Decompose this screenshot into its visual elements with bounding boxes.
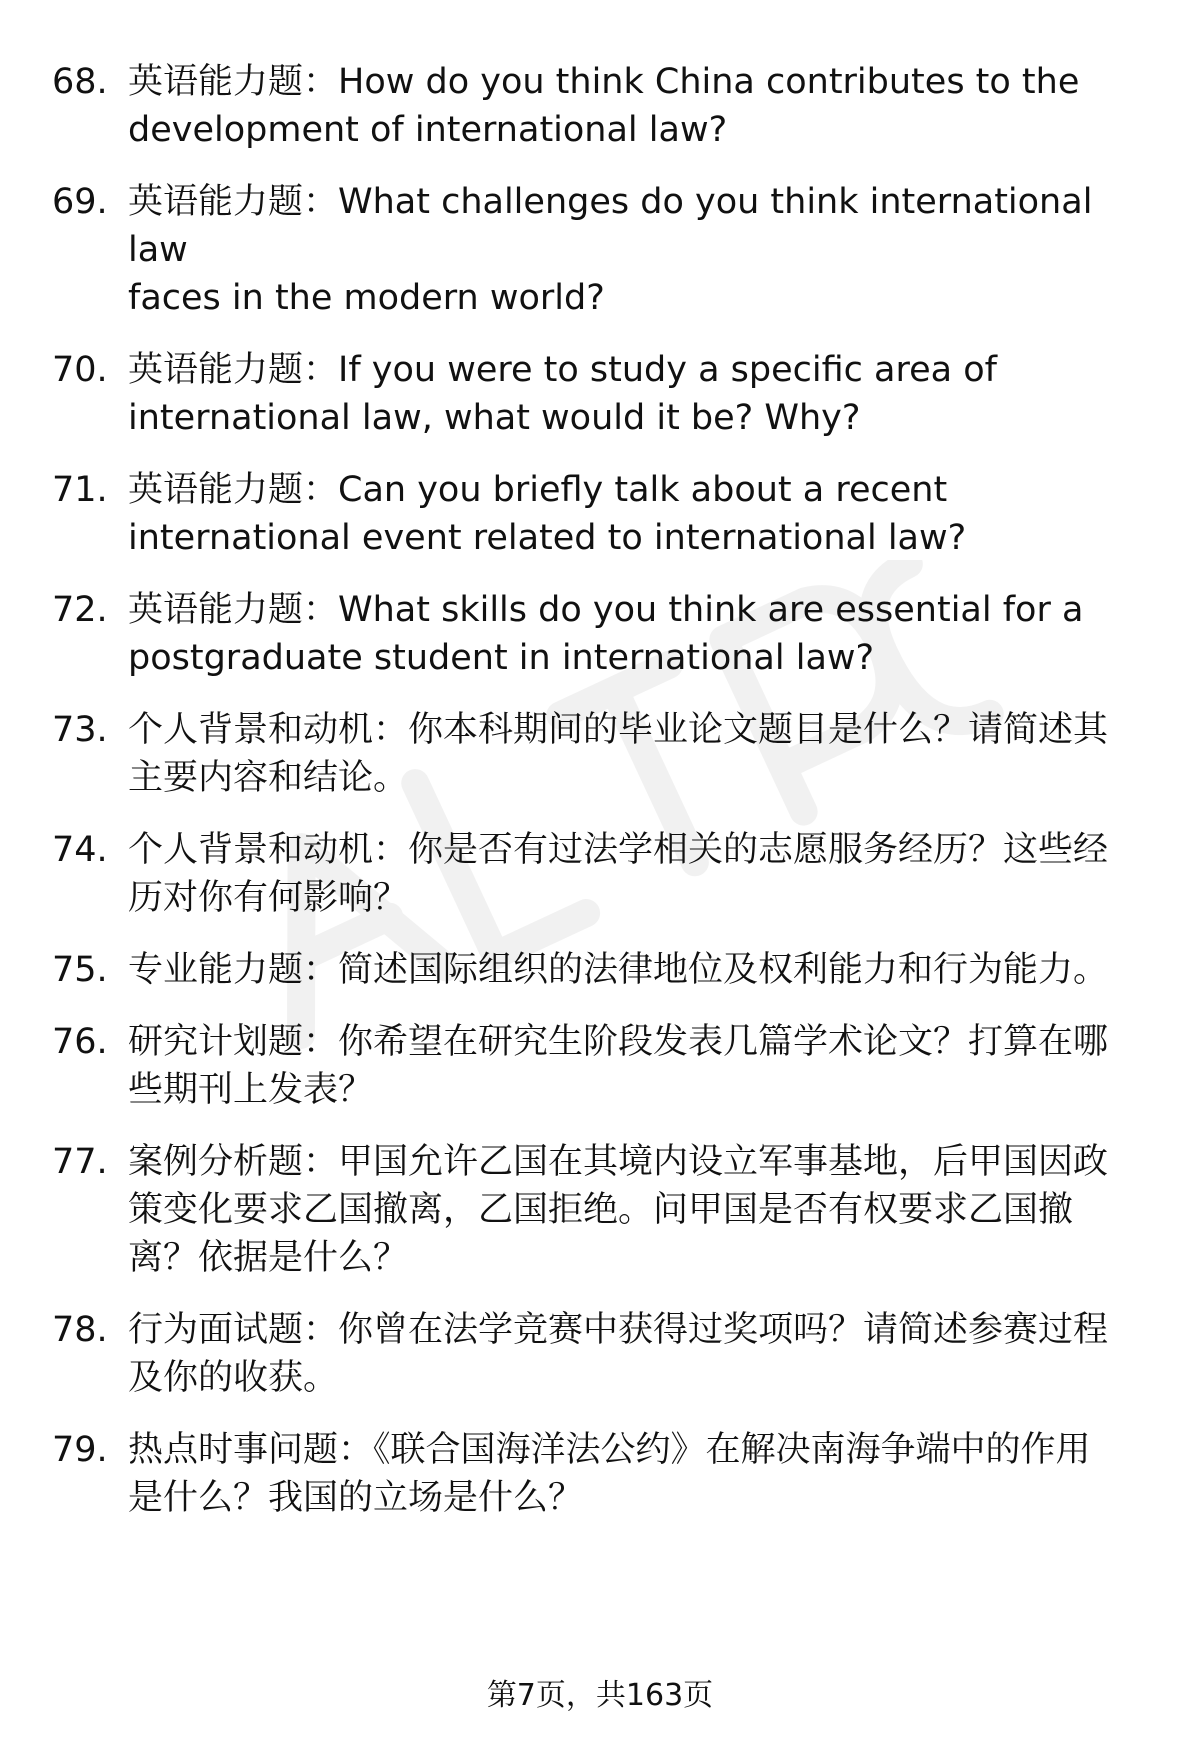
question-text-75: 专业能力题：简述国际组织的法律地位及权利能力和行为能力。 xyxy=(128,950,1109,990)
question-text-73: 个人背景和动机：你本科期间的毕业论文题目是什么？请简述其 主要内容和结论。 xyxy=(128,710,1109,798)
question-number-75: 75. xyxy=(52,950,108,990)
question-gap xyxy=(52,1114,1162,1138)
question-gap xyxy=(52,1282,1162,1306)
question-item-79 xyxy=(52,1426,1162,1522)
question-number-74: 74. xyxy=(52,830,108,870)
question-item-78 xyxy=(52,1306,1162,1402)
question-number-79: 79. xyxy=(52,1430,108,1470)
question-gap xyxy=(52,322,1162,346)
question-number-77: 77. xyxy=(52,1142,108,1182)
question-number-71: 71. xyxy=(52,470,108,510)
question-gap xyxy=(52,922,1162,946)
question-text-77: 案例分析题：甲国允许乙国在其境内设立军事基地，后甲国因政 策变化要求乙国撤离，乙国拒绝。问甲国是否有权要求乙国撤 离？依据是什么？ xyxy=(128,1142,1109,1278)
question-text-68: 英语能力题：How do you think China contributes to the development of international law? xyxy=(128,62,1080,150)
question-item-73 xyxy=(52,706,1162,802)
question-gap xyxy=(52,562,1162,586)
question-number-73: 73. xyxy=(52,710,108,750)
question-gap xyxy=(52,802,1162,826)
question-number-70: 70. xyxy=(52,350,108,390)
question-text-72: 英语能力题：What skills do you think are essential for a postgraduate student in international law? xyxy=(128,590,1084,678)
question-gap xyxy=(52,154,1162,178)
question-number-69: 69. xyxy=(52,182,108,222)
question-text-70: 英语能力题：If you were to study a specific area of international law, what would it be? Why? xyxy=(128,350,997,438)
question-gap xyxy=(52,442,1162,466)
question-gap xyxy=(52,682,1162,706)
question-number-72: 72. xyxy=(52,590,108,630)
question-text-74: 个人背景和动机：你是否有过法学相关的志愿服务经历？这些经 历对你有何影响？ xyxy=(128,830,1109,918)
question-number-76: 76. xyxy=(52,1022,108,1062)
question-text-76: 研究计划题：你希望在研究生阶段发表几篇学术论文？打算在哪 些期刊上发表？ xyxy=(128,1022,1109,1110)
page-footer: 第7页，共163页 xyxy=(486,1678,714,1713)
question-gap xyxy=(52,1402,1162,1426)
question-item-69 xyxy=(52,178,1162,322)
question-text-78: 行为面试题：你曾在法学竞赛中获得过奖项吗？请简述参赛过程 及你的收获。 xyxy=(128,1310,1109,1398)
question-item-74 xyxy=(52,826,1162,922)
question-item-68 xyxy=(52,58,1162,154)
question-text-69: 英语能力题：What challenges do you think international law faces in the modern world? xyxy=(128,182,1093,318)
question-gap xyxy=(52,994,1162,1018)
question-item-71 xyxy=(52,466,1162,562)
question-list xyxy=(52,58,1162,1522)
question-item-72 xyxy=(52,586,1162,682)
question-number-68: 68. xyxy=(52,62,108,102)
question-item-77 xyxy=(52,1138,1162,1282)
question-text-79: 热点时事问题：《联合国海洋法公约》在解决南海争端中的作用 是什么？我国的立场是什么？ xyxy=(128,1430,1091,1518)
question-item-70 xyxy=(52,346,1162,442)
question-item-75 xyxy=(52,946,1162,994)
question-text-71: 英语能力题：Can you briefly talk about a recent international event related to international law? xyxy=(128,470,967,558)
question-item-76 xyxy=(52,1018,1162,1114)
question-number-78: 78. xyxy=(52,1310,108,1350)
